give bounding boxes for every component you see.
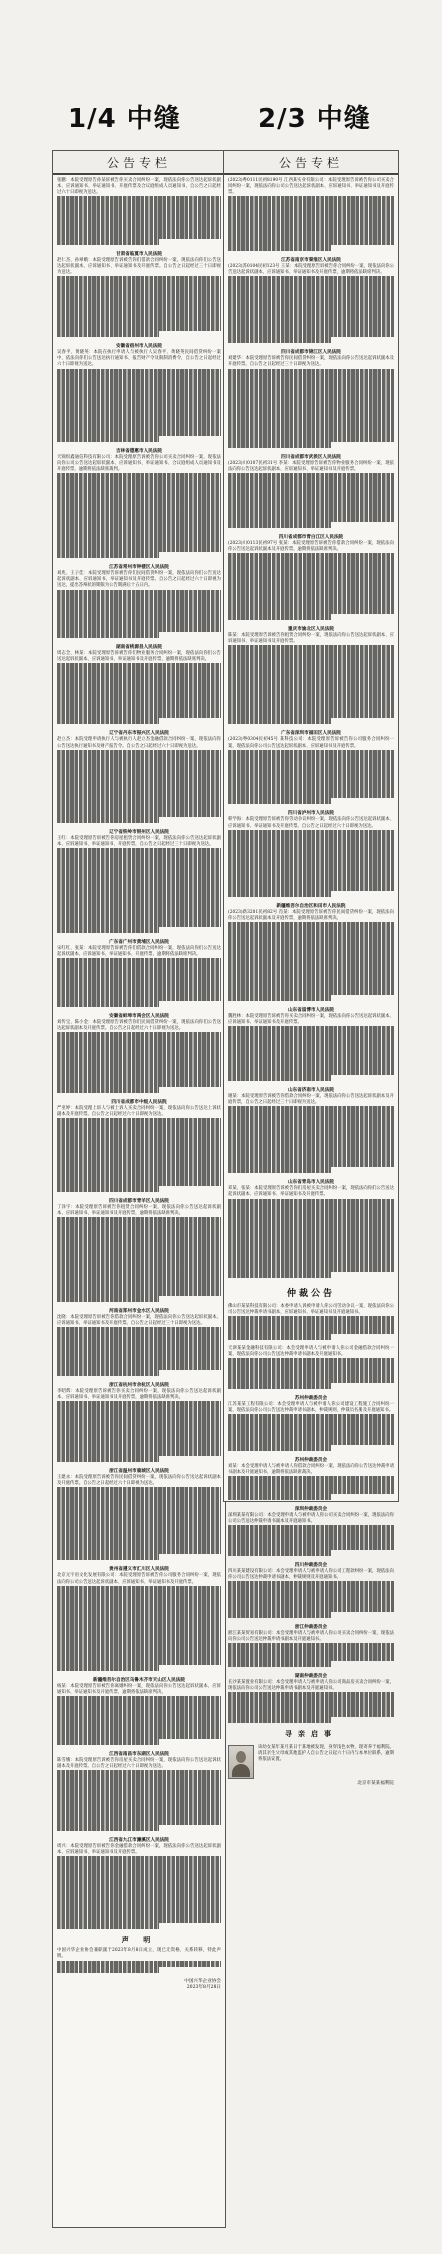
notice-text-line	[228, 718, 331, 724]
notice-item	[57, 178, 221, 245]
notice-text: 杨某：本院受理原告诉被告你离婚纠纷一案，现依法向你公告送达起诉状副本、应诉通知书、举证通知书及开庭传票，逾期将依法缺席判决。	[57, 1683, 221, 1696]
notice-text-line	[228, 614, 331, 620]
notice-court: 辽宁省丹东市振兴区人民法院	[109, 731, 169, 737]
notice-text-line	[228, 337, 331, 343]
notice-text-line	[228, 1075, 331, 1081]
notice-item	[57, 730, 221, 822]
notice-item	[57, 1382, 221, 1462]
closing-text: 该幼女某年某月某日于某地被发现，身穿浅色衣物，现寄养于福利院。请其亲生父母或其他监护人自公告之日起六十日内与本单位联系，逾期将依法安置。	[258, 1744, 394, 1763]
notice-text-line	[228, 1717, 331, 1723]
notice-item	[228, 1395, 394, 1451]
notice-item	[228, 1457, 394, 1501]
notice-text: 张鹏：本院受理原告孙某诉被告你买卖合同纠纷一案，现依法向你公告送达起诉状副本、应诉通知书、举证通知书、开庭传票及合议庭组成人员通知书，自公告之日起经过六十日即视为送达。	[57, 178, 221, 196]
notice-court: 四川省成都市武侯区人民法院	[281, 454, 341, 460]
notice-item	[228, 257, 394, 343]
notice-item	[57, 251, 221, 337]
notice-court: 苏州仲裁委员会	[294, 1457, 328, 1463]
notice-court: 四川省泸州市人民法院	[288, 811, 334, 817]
notice-item	[57, 1308, 221, 1376]
notice-text: 邓某、张某：本院受理原告诉被告你们房屋买卖合同纠纷一案，现依法向你们公告送达起诉状副本、应诉通知书、举证通知书及开庭传票。	[228, 1186, 394, 1198]
notice-text: 宋红红、张某：本院受理原告诉被告你们借款合同纠纷一案，现依法向你们公告送达起诉状副本、应诉通知书、举证通知书、开庭传票，逾期将依法缺席判决。	[57, 946, 221, 958]
notice-text-line	[228, 1661, 331, 1667]
arbitration-section-title: 仲裁公告	[286, 1288, 335, 1299]
right-column	[223, 150, 399, 1786]
notice-court: 广东省深圳市福田区人民法院	[281, 731, 341, 737]
statement-date: 2023年8月28日	[186, 1984, 221, 1990]
notice-item	[57, 1566, 221, 1671]
statement-title: 声 明	[121, 1935, 157, 1945]
header-right: 2/3 中缝	[258, 104, 371, 134]
notice-item	[228, 1673, 394, 1723]
notice-text-line	[57, 1923, 159, 1929]
notice-text: 中国兴华企业协会兼职副于2023年8月8日成立，现已无资格，关系转移，特此声明。	[57, 1948, 221, 1960]
notice-item	[228, 349, 394, 447]
notice-text: 沈晓：本院受理原告诉被告你借款合同纠纷一案，现依法向你公告送达起诉状副本、应诉通知书、举证通知书及开庭传票。自公告之日起经过三十日即视为送达。	[57, 1315, 221, 1327]
notice-item	[57, 1468, 221, 1560]
notice-text: (2023)川0113民初97号 张某：本院受理原告诉被告你借款合同纠纷一案，现依法向你公告送达起诉状副本及开庭传票，逾期将依法缺席判决。	[228, 540, 394, 552]
notice-court: 浙江仲裁委员会	[294, 1624, 328, 1630]
notice-text: 刘传宝、陈小金：本院受理原告诉被告你们民间借贷纠纷一案，现依法向你们公告送达起诉状副本及开庭传票。自公告之日起经过六十日即视为送达。	[57, 1020, 221, 1032]
notice-court: 湖南仲裁委员会	[294, 1674, 328, 1680]
notice-court: 河南省郑州市金水区人民法院	[109, 1309, 169, 1315]
notice-court: 甘肃省临夏市人民法院	[116, 252, 162, 258]
right-column-title: 公告专栏	[224, 151, 398, 175]
notice-text-line	[57, 718, 159, 724]
notice-text-line	[57, 552, 159, 558]
closing-notice	[258, 1745, 394, 1763]
notice-text: 赵立杰：本院受理申请执行人与被执行人赵立杰金融借款合同纠纷一案，现依法向你公告送达执行通知书及财产报告令。自公告之日起经过六十日即视为送达。	[57, 737, 221, 749]
left-column	[52, 150, 226, 2228]
notice-court: 山东省青岛市人民法院	[288, 1180, 334, 1186]
notice-text-line	[57, 1967, 159, 1973]
notice-item	[228, 1179, 394, 1277]
notice-text-line	[57, 1001, 159, 1007]
closing-title: 寻亲启事	[285, 1728, 337, 1738]
notice-court: 重庆市渝北区人民法院	[288, 627, 334, 632]
notice-text: 天津某某金融科技有限公司：本会受理申请人与被申请人你公司金融借款合同纠纷一案，现依法向你公司公告送达仲裁申请书副本及开庭通知书。	[228, 1346, 394, 1358]
notice-text-line	[57, 436, 159, 442]
notice-text: 陈某：本院受理原告诉被告你租赁合同纠纷一案，现依法向你公告送达起诉状副本、应诉通知书、举证通知书及开庭传票。	[228, 633, 394, 645]
notice-item	[228, 810, 394, 896]
notice-text-line	[57, 1665, 159, 1671]
notice-text: 丁泽宇：本院受理原告诉被告你租赁合同纠纷一案，现依法向你公告送达起诉状副本、应诉通知书、举证通知书及开庭传票，逾期将依法缺席判决。	[57, 1204, 221, 1216]
notice-item	[57, 1099, 221, 1191]
notice-text-line	[228, 1550, 331, 1556]
notice-text-line	[228, 1272, 331, 1278]
notice-text-line	[57, 1825, 159, 1831]
notice-text: 周兴：本院受理原告诉被告你金融借款合同纠纷一案，现依法向你公告送达起诉状副本、应诉通知书、举证通知书及开庭传票。	[57, 1844, 221, 1856]
notice-text: 四川某某建设有限公司：本会受理申请人与被申请人你公司工程款纠纷一案，现依法向你公司公告送达仲裁申请书副本、仲裁规则及开庭通知书。	[228, 1568, 394, 1580]
notice-court: 四川省成都市锦江区人民法院	[281, 350, 341, 356]
statement-signer: 中国兴华企业协会 2023年8月28日	[184, 1978, 221, 1990]
notice-text-line	[228, 442, 331, 448]
notice-court: 新疆维吾尔自治区乌鲁木齐市天山区人民法院	[93, 1677, 185, 1683]
notice-text-line	[57, 632, 159, 638]
header-left: 1/4 中缝	[68, 104, 181, 134]
closing-block	[228, 1745, 394, 1779]
notice-text: 魏胜林：本院受理原告诉被告你买卖合同纠纷一案，现依法向你公告送达起诉状副本、应诉通知书、举证通知书及开庭传票。	[228, 1014, 394, 1026]
notice-court: 江西省九江市濂溪区人民法院	[109, 1838, 169, 1844]
notice-text-line	[228, 1383, 331, 1389]
portrait-photo	[228, 1745, 254, 1779]
notice-item	[57, 1751, 221, 1831]
notice-court: 山东省淄博市人民法院	[288, 1008, 334, 1014]
notice-item	[228, 1562, 394, 1618]
notice-text-line	[228, 522, 331, 528]
notice-text: (2023)新3201民初82号 肖某：本院受理原告诉被告你民间借贷纠纷一案，现依法向你公告送达起诉状副本及开庭传票，逾期将依法缺席判决。	[228, 909, 394, 921]
notice-text-line	[228, 1334, 331, 1340]
notice-court: 江苏省南京市秦淮区人民法院	[281, 258, 341, 264]
notice-text-line	[57, 1739, 159, 1745]
notice-item	[57, 1198, 221, 1303]
notice-item	[228, 1304, 394, 1341]
right-column-body	[224, 175, 398, 1787]
notice-text: 王红：本院受理原告诉被告你房屋租赁合同纠纷一案，现依法向你公告送达起诉状副本、应诉通知书、举证通知书、开庭传票，自公告之日起经过三十日即视为送达。	[57, 835, 221, 847]
notice-text: 北京元宇宙文化发展有限公司：本院受理原告诉被告你公司服务合同纠纷一案，现依法向你公司公告送达起诉状副本、应诉通知书、举证通知书及开庭传票。	[57, 1573, 221, 1585]
notice-court: 江苏省常州市钟楼区人民法院	[109, 565, 169, 571]
notice-court: 深圳仲裁委员会	[294, 1507, 328, 1513]
notice-text: 周志全、林某：本院受理原告诉被告你们物业服务合同纠纷一案，现依法向你们公告送达起诉状副本、应诉通知书、举证通知书及开庭传票，逾期将依法缺席判决。	[57, 651, 221, 663]
notice-item	[57, 829, 221, 934]
notice-text: 李昭辉：本院受理原告诉被告你买卖合同纠纷一案，现依法向你公告送达起诉状副本、应诉通知书、举证通知书及开庭传票，逾期将依法缺席判决。	[57, 1389, 221, 1401]
notice-text: 天锦炽鑫通信科技有限公司：本院受理原告诉被告你公司买卖合同纠纷一案，现依法向你公司公告送达起诉状副本、应诉通知书、举证通知书、合议庭组成人员通知书及开庭传票，逾期将依法缺席裁判。	[57, 454, 221, 472]
notice-text: 浙江某某贸易有限公司：本会受理申请人与被申请人你公司买卖合同纠纷一案，现依法向你公司公告送达仲裁申请书副本及开庭通知书。	[228, 1630, 394, 1642]
notice-court: 安徽省宿州市人民法院	[116, 344, 162, 350]
notice-item	[57, 644, 221, 724]
notice-item	[57, 1948, 221, 1972]
notice-text: 深圳某某有限公司：本会受理申请人与被申请人你公司买卖合同纠纷一案，现依法向你公司公告送达仲裁申请书副本及开庭通知书。	[228, 1513, 394, 1525]
notice-item	[57, 1677, 221, 1745]
notice-item	[228, 1346, 394, 1389]
notice-text: (2023)苏0104民初123号 王某：本院受理原告诉被告你合同纠纷一案，现依法向你公告送达起诉状副本、应诉通知书、举证通知书及开庭传票，逾期将依法缺席判决。	[228, 264, 394, 276]
notice-text: 刘某：本会受理申请人与被申请人你借款合同纠纷一案，现依法向你公告送达仲裁申请书副本及开庭通知书，逾期将依法缺席裁决。	[228, 1463, 394, 1475]
notice-item	[57, 448, 221, 559]
notice-text-line	[57, 1554, 159, 1560]
notice-court: 安徽省蚌埠市禹会区人民法院	[109, 1014, 169, 1020]
notice-item	[228, 1087, 394, 1173]
left-column-body	[53, 175, 225, 1991]
notice-item	[228, 178, 394, 251]
notice-text: 江苏某某工程有限公司：本会受理申请人与被申请人你公司建设工程施工合同纠纷一案，现依法向你公司公告送达仲裁申请书副本、仲裁规则、仲裁员名册及开庭通知书。	[228, 1401, 394, 1414]
notice-text: 韩学海：本院受理原告诉被告你劳动争议纠纷一案，现依法向你公告送达起诉状副本、应诉通知书、举证通知书及开庭传票。自公告之日起经过六十日即视为送达。	[228, 817, 394, 829]
notice-text: 赵仁杰、孙翠娥：本院受理原告诉被告你们借款合同纠纷一案，现依法向你们公告送达起诉状副本、应诉通知书、举证通知书及开庭传票。自公告之日起经过三十日即视为送达。	[57, 258, 221, 276]
notice-court: 贵州省遵义市汇川区人民法院	[109, 1567, 169, 1573]
notice-text: 吴春平、黄晓英：本院在执行申请人与被执行人吴春平、黄晓英民间借贷纠纷一案中，依法向你们公告送达执行通知书、报告财产令及限制消费令，自公告之日起经过六十日即视为送达。	[57, 350, 221, 368]
notice-item	[228, 730, 394, 804]
notice-item	[228, 1007, 394, 1081]
notice-text-line	[57, 1296, 159, 1302]
notice-text-line	[57, 331, 159, 337]
notice-court: 湖南省桃源县人民法院	[116, 645, 162, 651]
notice-item	[228, 1624, 394, 1668]
notice-text-line	[228, 1167, 331, 1173]
notice-item	[57, 939, 221, 1007]
notice-court: 四川省成都市青羊区人民法院	[109, 1198, 169, 1204]
notice-text-line	[228, 995, 331, 1001]
notice-text-line	[57, 817, 159, 823]
notice-text-line	[228, 1612, 331, 1618]
notice-text: (2023)粤0111民初8190号 江西某实业有限公司：本院受理原告诉被告你公司买卖合同纠纷一案，现依法向你公司公告送达起诉状副本、应诉通知书、举证通知书及开庭传票。	[228, 178, 394, 196]
notice-text: 刘兆、王子佳：本院受理原告诉被告你们民间借贷纠纷一案，现依法向你们公告送达起诉状副本、应诉通知书、举证通知书及开庭传票。自公告之日起经过六十日即视为送达，提出答辩状的期限为公告期满后十五日内。	[57, 571, 221, 589]
notice-text-line	[57, 1186, 159, 1192]
notice-text: 严亚婷：本院受理上诉人与被上诉人买卖合同纠纷一案，现依法向你公告送达上诉状副本及开庭传票。自公告之日起经过六十日即视为送达。	[57, 1106, 221, 1118]
notice-text: 谢某：本院受理原告诉被告你借款合同纠纷一案，现依法向你公告送达起诉状副本及开庭传票，自公告之日起经过三十日即视为送达。	[228, 1094, 394, 1106]
notice-court: 山东省济南市人民法院	[288, 1088, 334, 1094]
notice-court: 江西省南昌市东湖区人民法院	[109, 1751, 169, 1757]
notice-court: 新疆维吾尔自治区和田市人民法院	[276, 903, 346, 909]
notice-court: 浙江省温州市鹿城区人民法院	[109, 1469, 169, 1475]
notice-text: 长沙某某置业有限公司：本会受理申请人与被申请人你公司商品房买卖合同纠纷一案，现依法向你公司公告送达仲裁申请书副本及开庭通知书。	[228, 1680, 394, 1692]
notice-text-line	[228, 1494, 331, 1500]
notice-court: 四川仲裁委员会	[294, 1562, 328, 1568]
notice-text-line	[228, 1445, 331, 1451]
notice-item	[57, 1013, 221, 1093]
notice-court: 四川省成都市青白江区人民法院	[278, 534, 344, 540]
notice-item	[57, 564, 221, 638]
notice-item	[228, 454, 394, 528]
notice-text: (2023)粤0304民初45号 某科技公司：本院受理原告诉被告你公司服务合同纠纷一案，现依法向你公司公告送达起诉状副本、应诉通知书及开庭传票。	[228, 737, 394, 749]
left-column-title: 公告专栏	[53, 151, 225, 175]
notice-text: (2023)川0107民初31号 李某：本院受理原告诉被告你物业服务合同纠纷一案，现依法向你公告送达起诉状副本、应诉通知书、举证通知书及开庭传票。	[228, 460, 394, 472]
notice-court: 四川省成都市中级人民法院	[111, 1100, 167, 1106]
notice-item	[228, 903, 394, 1001]
notice-text: 佛山市某某科技有限公司：本委申请人诉被申请人你公司劳动争议一案，现依法向你公司公告送达仲裁申请书副本、应诉通知书、举证通知书及开庭通知书。	[228, 1303, 394, 1315]
notice-item	[228, 626, 394, 724]
notice-item	[228, 534, 394, 620]
notice-court: 广东省广州市黄埔区人民法院	[109, 940, 169, 946]
notice-court: 辽宁省铁岭市银州区人民法院	[109, 829, 169, 835]
notice-item	[57, 1837, 221, 1929]
notice-text-line	[228, 798, 331, 804]
notice-text-line	[57, 927, 159, 933]
notice-text: 刘建华：本院受理原告诉被告你民间借贷纠纷一案，现依法向你公告送达起诉状副本及开庭传票。自公告之日起经过三十日即视为送达。	[228, 356, 394, 368]
notice-text: 王建永：本院受理原告诉被告你民间借贷纠纷一案，现依法向你公告送达起诉状副本及开庭传票。自公告之日起经过六十日即视为送达。	[57, 1475, 221, 1487]
notice-court: 吉林省德惠市人民法院	[116, 448, 162, 454]
notice-item	[57, 343, 221, 441]
notice-text-line	[228, 245, 331, 251]
notice-text-line	[57, 1456, 159, 1462]
notice-text-line	[57, 1087, 159, 1093]
closing-signer: 北京市某某福利院	[357, 1780, 394, 1786]
notice-court: 苏州仲裁委员会	[294, 1395, 328, 1401]
notice-court: 浙江省杭州市余杭区人民法院	[109, 1383, 169, 1389]
notice-text-line	[57, 239, 159, 245]
notice-item	[228, 1506, 394, 1556]
notice-text-line	[228, 891, 331, 897]
notice-text: 陈雪娥：本院受理原告诉被告你房屋买卖合同纠纷一案，现依法向你公告送达起诉状副本及开庭传票。自公告之日起经过六十日即视为送达。	[57, 1757, 221, 1769]
notice-text-line	[57, 1370, 159, 1376]
